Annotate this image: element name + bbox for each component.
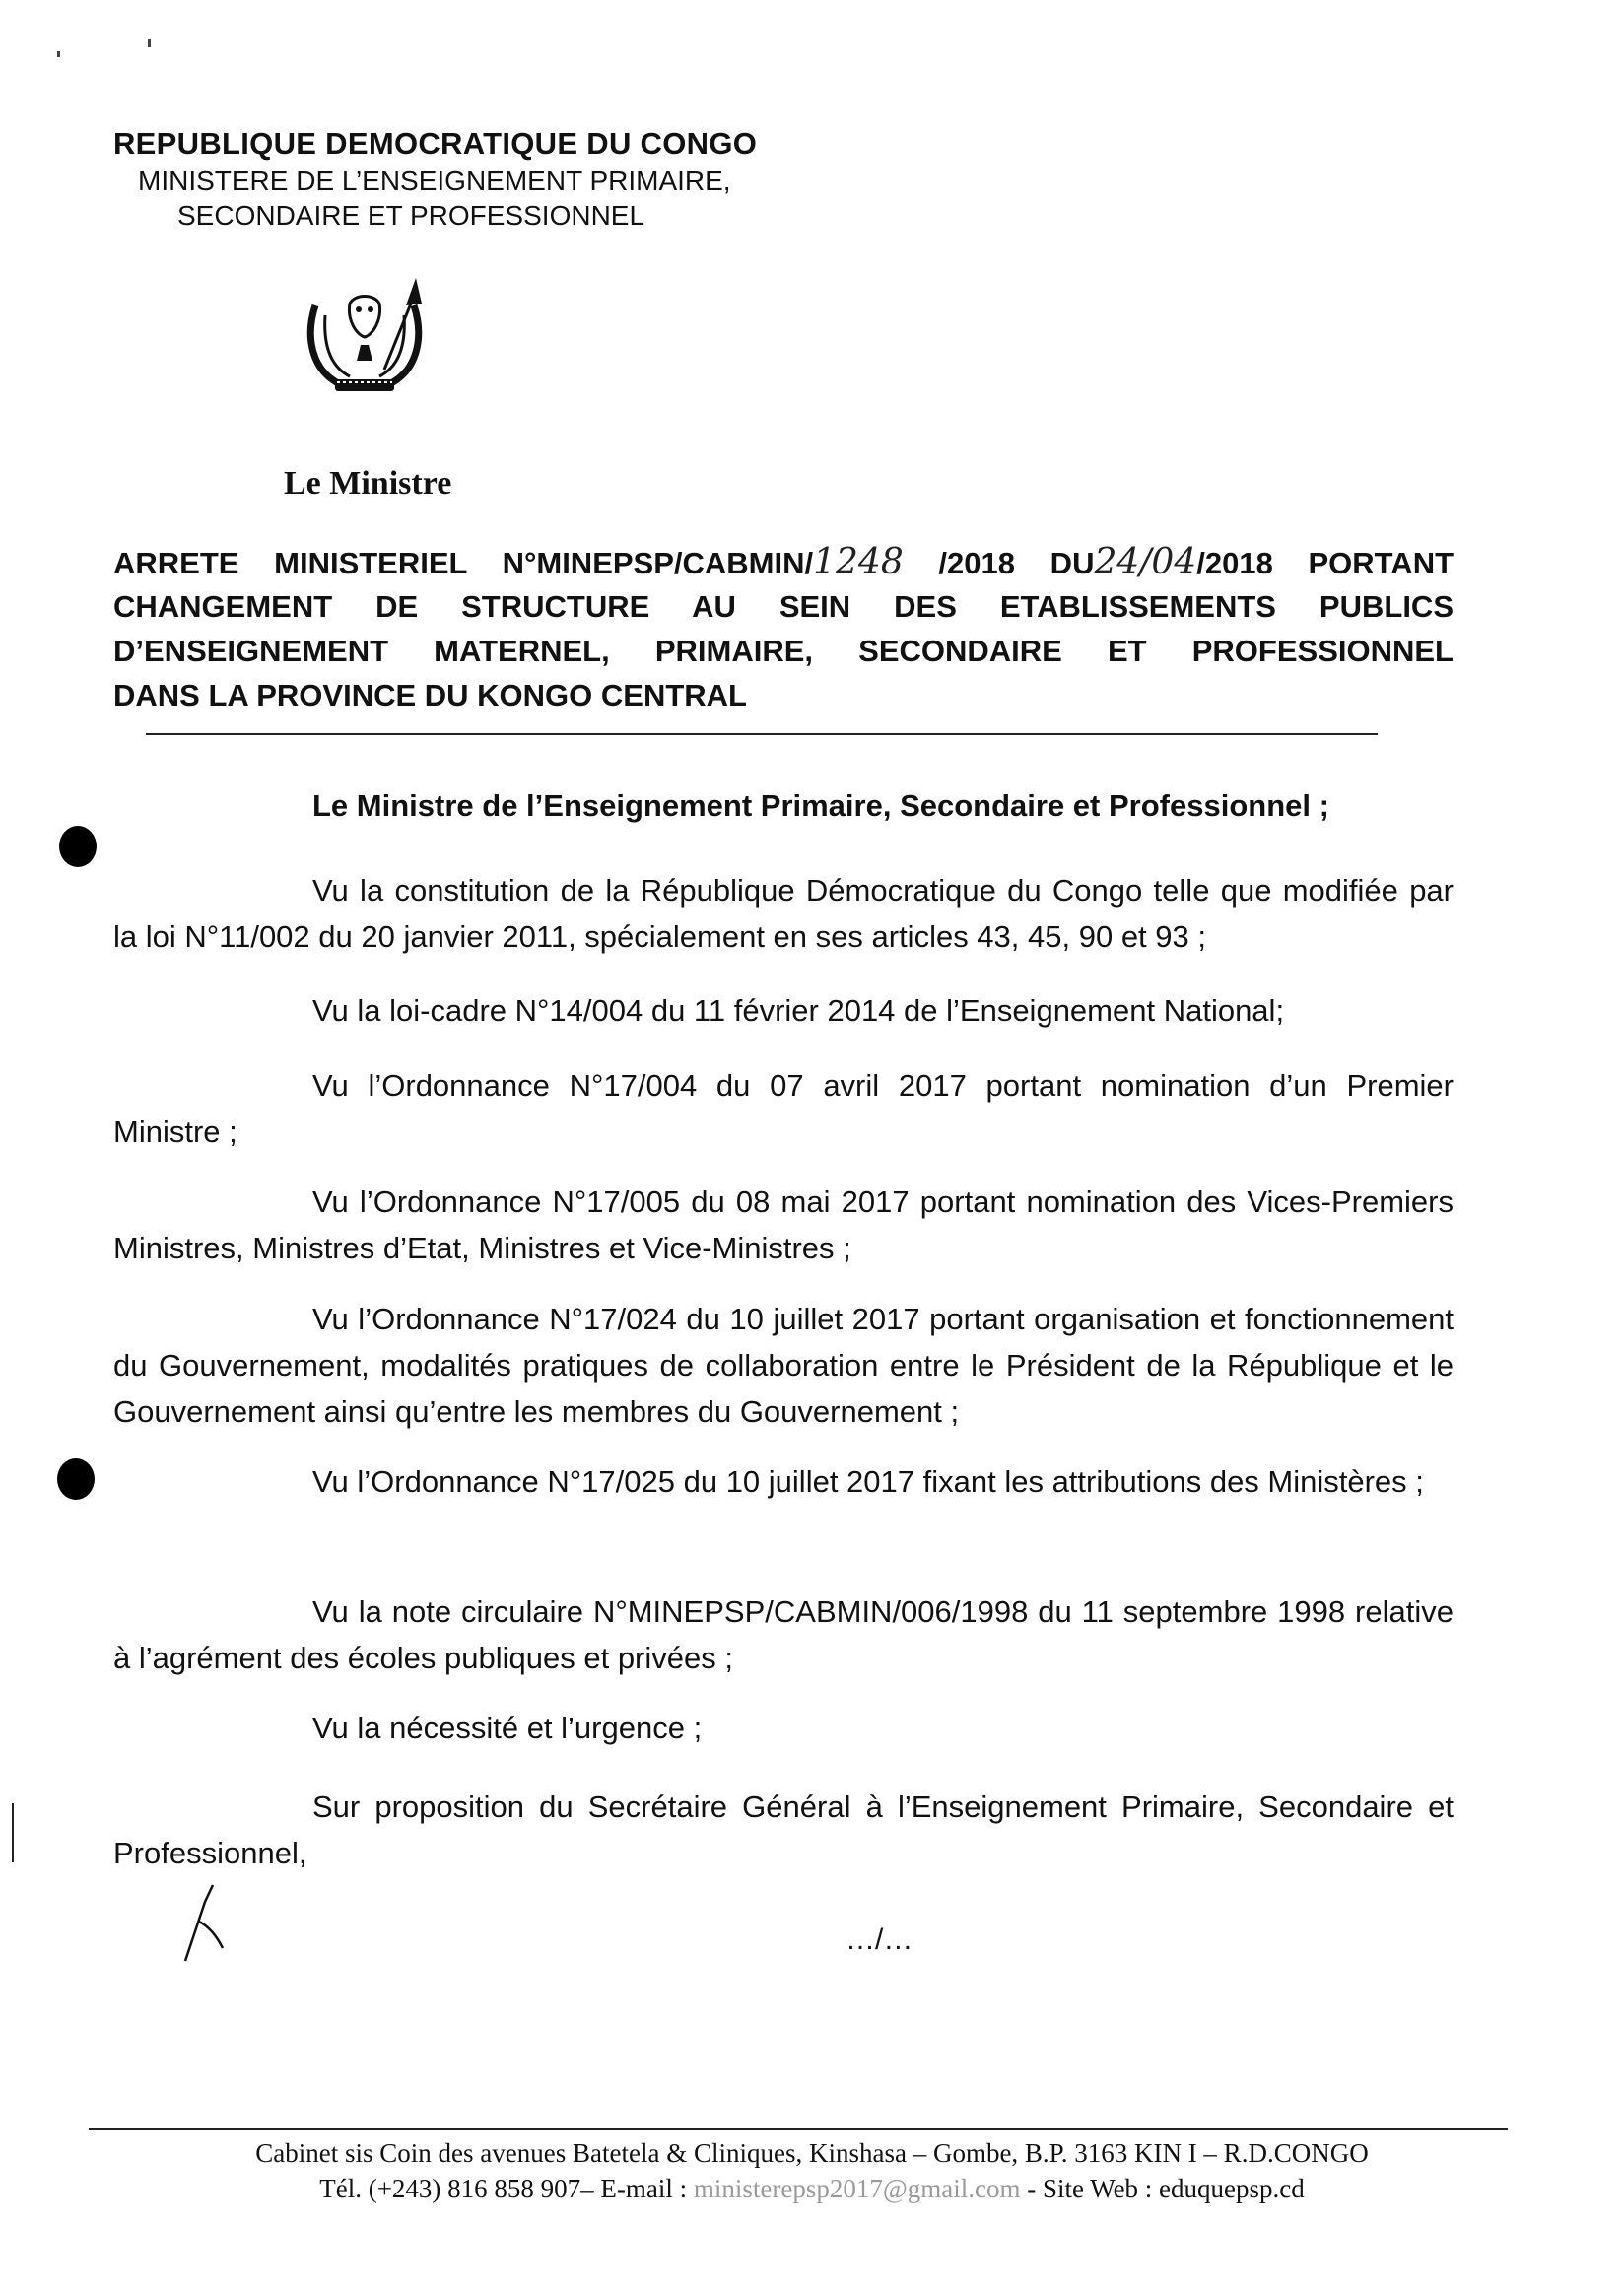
scan-speck — [57, 51, 60, 57]
consideration-ordinance-17-005: Vu l’Ordonnance N°17/005 du 08 mai 2017 portant nomination des Vices-Premiers Ministres, Ministres d’Etat, Ministres et Vice-Ministres ; — [113, 1184, 1454, 1265]
consideration-circular-note: Vu la note circulaire N°MINEPSP/CABMIN/006/1998 du 11 septembre 1998 relative à l’agrément des écoles publiques et privées ; — [113, 1594, 1454, 1675]
scan-speck — [148, 39, 151, 47]
consideration-proposal: Sur proposition du Secrétaire Général à l’Enseignement Primaire, Secondaire et Professionnel, — [113, 1789, 1454, 1870]
consideration-urgency: Vu la nécessité et l’urgence ; — [312, 1711, 703, 1745]
title-divider — [146, 733, 1378, 735]
handwritten-decree-number: 1248 — [813, 542, 904, 582]
footer-address: Cabinet sis Coin des avenues Batetela & Cliniques, Kinshasa – Gombe, B.P. 3163 KIN I – R.D.CONGO — [255, 2138, 1369, 2168]
decree-title-line4: DANS LA PROVINCE DU KONGO CENTRAL — [113, 678, 747, 712]
punch-hole — [59, 826, 97, 867]
consideration-ordinance-17-024: Vu l’Ordonnance N°17/024 du 10 juillet 2017 portant organisation et fonctionnement du Gouvernement, modalités pratiques de collaboration entre le Président de la République et le Gouvernement ainsi qu’entre les membres du Gouvernement ; — [113, 1302, 1454, 1429]
handwritten-month: 04 — [1151, 542, 1197, 582]
handwritten-initial — [175, 1877, 244, 1966]
decree-title — [113, 540, 1454, 717]
footer-email[interactable]: ministerepsp2017@gmail.com — [693, 2174, 1021, 2203]
decree-title-line1: ARRETE MINISTERIEL N°MINEPSP/CABMIN/1248 /2018 DU24/04/2018 PORTANT — [113, 542, 1455, 582]
handwritten-day: 24 — [1094, 542, 1140, 582]
scan-margin-mark — [12, 1803, 14, 1862]
footer-phone: Tél. (+243) 816 858 907– E-mail : — [319, 2174, 694, 2203]
ministry-name-line1: MINISTERE DE L’ENSEIGNEMENT PRIMAIRE, — [138, 166, 731, 196]
drc-coat-of-arms-icon — [296, 276, 434, 404]
decree-title-line2: CHANGEMENT DE STRUCTURE AU SEIN DES ETABLISSEMENTS PUBLICS — [113, 589, 1454, 624]
decree-title-line3: D’ENSEIGNEMENT MATERNEL, PRIMAIRE, SECONDAIRE ET PROFESSIONNEL — [113, 634, 1454, 668]
signatory-title: Le Ministre — [284, 465, 452, 502]
footer-contact — [0, 2174, 1624, 2204]
preamble-heading: Le Ministre de l’Enseignement Primaire, Secondaire et Professionnel ; — [312, 788, 1329, 823]
consideration-ordinance-17-004: Vu l’Ordonnance N°17/004 du 07 avril 2017 portant nomination d’un Premier Ministre ; — [113, 1068, 1454, 1149]
consideration-constitution: Vu la constitution de la République Démocratique du Congo telle que modifiée par la loi N°11/002 du 20 janvier 2011, spécialement en ses articles 43, 45, 90 et 93 ; — [113, 873, 1454, 954]
consideration-ordinance-17-025: Vu l’Ordonnance N°17/025 du 10 juillet 2017 fixant les attributions des Ministères ; — [312, 1464, 1424, 1499]
footer-website: - Site Web : eduquepsp.cd — [1020, 2174, 1305, 2203]
footer-divider — [89, 2128, 1508, 2130]
ministry-name-line2: SECONDAIRE ET PROFESSIONNEL — [177, 200, 645, 231]
country-name: REPUBLIQUE DEMOCRATIQUE DU CONGO — [113, 126, 758, 161]
consideration-framework-law: Vu la loi-cadre N°14/004 du 11 février 2014 de l’Enseignement National; — [312, 993, 1285, 1028]
punch-hole — [57, 1458, 95, 1500]
continuation-mark: …/… — [846, 1923, 914, 1956]
